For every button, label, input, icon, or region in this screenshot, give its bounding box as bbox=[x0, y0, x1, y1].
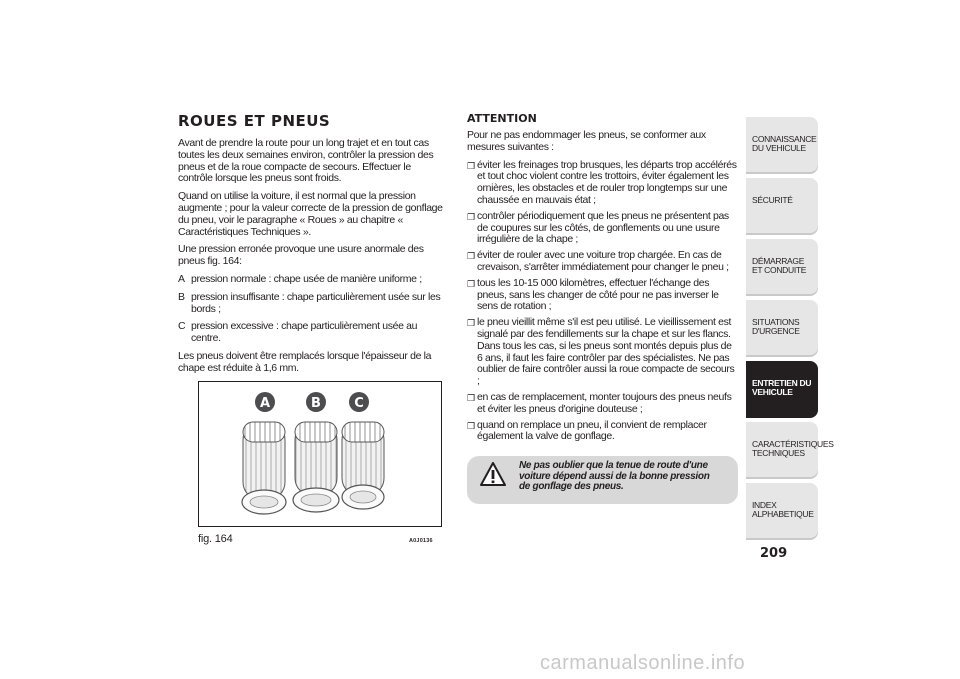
badge-b bbox=[306, 392, 326, 412]
tab-demarrage-et-conduite[interactable] bbox=[746, 239, 818, 296]
tab-entretien-du-vehicule[interactable] bbox=[746, 361, 818, 418]
tab-label: INDEX ALPHABETIQUE bbox=[752, 500, 814, 519]
figure-code: A0J0136 bbox=[409, 538, 433, 544]
bullet-item bbox=[467, 392, 739, 416]
warning-text: Ne pas oublier que la tenue de route d'une voiture dépend aussi de la bonne pression de gonflage des pneus. bbox=[519, 460, 710, 492]
bullet-text: éviter de rouler avec une voiture trop chargée. En cas de crevaison, s'arrêter immédiatement pour changer le pneu ; bbox=[477, 249, 729, 273]
checkbox-icon: ❒ bbox=[467, 160, 475, 171]
badge-c bbox=[349, 392, 369, 412]
checkbox-icon: ❒ bbox=[467, 318, 475, 329]
tab-securite[interactable] bbox=[746, 178, 818, 235]
right-column bbox=[467, 112, 739, 447]
bullet-item bbox=[467, 420, 739, 444]
bullet-text: quand on remplace un pneu, il convient de remplacer également la valve de gonflage. bbox=[477, 418, 707, 443]
paragraph-3: Une pression erronée provoque une usure anormale des pneus fig. 164: bbox=[178, 243, 424, 268]
tire-a bbox=[242, 422, 286, 514]
list-key: C bbox=[178, 320, 186, 333]
paragraph-2: Quand on utilise la voiture, il est normal que la pression augmente ; pour la valeur correcte de la pression de gonflage du pneu, voir le paragraphe « Roues » au chapitre « Caractéristiques Techniques ». bbox=[178, 190, 443, 238]
checkbox-icon: ❒ bbox=[467, 251, 475, 262]
badge-b-label: B bbox=[311, 396, 321, 411]
badge-a bbox=[255, 392, 275, 412]
checkbox-icon: ❒ bbox=[467, 211, 475, 222]
page-title: ROUES ET PNEUS bbox=[178, 112, 331, 130]
tab-label: CARACTÉRISTIQUES TECHNIQUES bbox=[752, 439, 834, 458]
tab-label: SITUATIONS D'URGENCE bbox=[752, 317, 800, 336]
list-text: pression normale : chape usée de manière uniforme ; bbox=[191, 272, 422, 285]
bullet-item bbox=[467, 278, 739, 313]
bullet-text: éviter les freinages trop brusques, les départs trop accélérés et tout choc violent contre les trottoirs, éviter également les ornières, les obstacles et de rouler trop longtemps sur une chaussée en mauvais état ; bbox=[477, 158, 737, 206]
tab-connaissance-du-vehicule[interactable] bbox=[746, 117, 818, 174]
checkbox-icon: ❒ bbox=[467, 392, 475, 403]
bullet-item bbox=[467, 250, 739, 274]
left-column bbox=[178, 112, 446, 381]
attention-intro: Pour ne pas endommager les pneus, se conformer aux mesures suivantes : bbox=[467, 129, 706, 153]
watermark: carmanualsonline.info bbox=[540, 652, 746, 674]
list-text: pression insuffisante : chape particulièrement usée sur les bords ; bbox=[191, 290, 441, 315]
tab-index-alphabetique[interactable] bbox=[746, 483, 818, 540]
page-number: 209 bbox=[760, 546, 788, 561]
paragraph-1: Avant de prendre la route pour un long trajet et en tout cas toutes les deux semaines environ, contrôler la pression des pneus et de la roue compacte de secours. Effectuer le contrôle lorsque les pneus sont froids. bbox=[178, 137, 434, 185]
bullet-text: en cas de remplacement, monter toujours des pneus neufs et éviter les pneus d'origine douteuse ; bbox=[477, 390, 732, 415]
chapter-tabs bbox=[746, 117, 834, 544]
checkbox-icon: ❒ bbox=[467, 278, 475, 289]
list-key: A bbox=[178, 272, 185, 285]
attention-heading: ATTENTION bbox=[467, 112, 537, 125]
bullet-text: le pneu vieillit même s'il est peu utilisé. Le vieillissement est signalé par des fendillements sur la chape et sur les flancs. Dans tous les cas, si les pneus sont montés depuis plus de 6 ans, il faut les faire contrôler par des spécialistes. Ne pas oublier de faire contrôler aussi la roue compacte de secours ; bbox=[477, 316, 735, 388]
bullet-item bbox=[467, 317, 739, 388]
list-item bbox=[178, 292, 446, 316]
bullet-text: contrôler périodiquement que les pneus ne présentent pas de coupures sur les côtés, de gonflements ou une usure irrégulière de la chape ; bbox=[477, 209, 729, 246]
tire-c bbox=[342, 422, 384, 509]
list-text: pression excessive : chape particulièrement usée au centre. bbox=[191, 320, 418, 345]
warning-triangle-icon bbox=[480, 462, 506, 486]
bullet-text: tous les 10-15 000 kilomètres, effectuer l'échange des pneus, sans les changer de côté pour ne pas inverser le sens de rotation ; bbox=[477, 276, 719, 313]
tab-label: DÉMARRAGE ET CONDUITE bbox=[752, 256, 807, 275]
warning-box bbox=[467, 456, 738, 504]
checkbox-icon: ❒ bbox=[467, 420, 475, 431]
list-item bbox=[178, 321, 446, 345]
tire-illustration bbox=[199, 382, 441, 526]
list-item bbox=[178, 274, 446, 286]
tab-label: CONNAISSANCE DU VEHICULE bbox=[752, 134, 817, 153]
bullet-item bbox=[467, 211, 739, 246]
tab-label: SÉCURITÉ bbox=[752, 195, 793, 205]
paragraph-4: Les pneus doivent être remplacés lorsque l'épaisseur de la chape est réduite à 1,6 mm. bbox=[178, 349, 432, 374]
badge-c-label: C bbox=[354, 396, 364, 411]
tab-situations-d-urgence[interactable] bbox=[746, 300, 818, 357]
list-key: B bbox=[178, 290, 185, 303]
bullet-item bbox=[467, 160, 739, 207]
tire-b bbox=[293, 422, 339, 512]
tab-caracteristiques-techniques[interactable] bbox=[746, 422, 834, 479]
badge-a-label: A bbox=[259, 396, 271, 411]
figure-caption: fig. 164 bbox=[198, 533, 233, 545]
tab-label: ENTRETIEN DU VEHICULE bbox=[752, 378, 812, 397]
tire-wear-figure bbox=[198, 381, 442, 527]
